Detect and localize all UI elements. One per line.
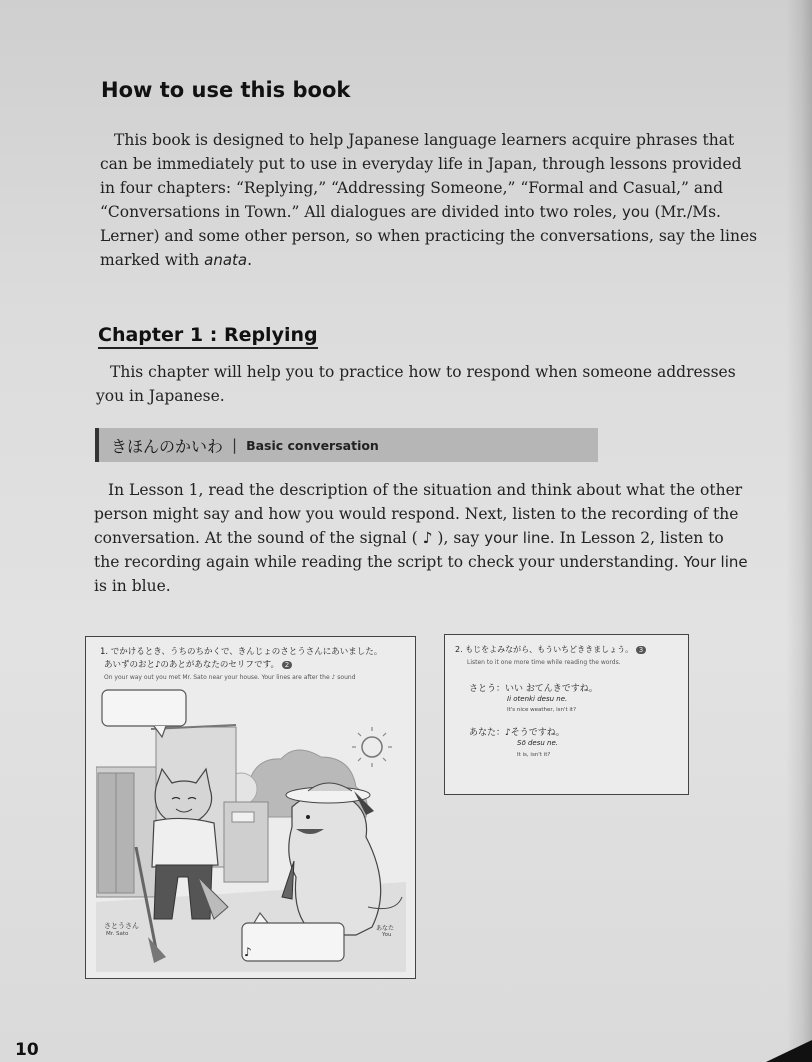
intro-line: in four chapters: “Replying,” “Addressing Someone,” “Formal and Casual,” and [100,179,723,197]
lesson1-illustration [96,687,406,972]
page-gutter-shadow [786,0,812,1062]
lesson1-figure [85,636,416,979]
chapter-intro-line: This chapter will help you to practice how to respond when someone addresses [110,363,736,381]
intro-line: Lerner) and some other person, so when practicing the conversations, say the lines [100,227,758,245]
chapter-label: Chapter 1 [98,324,204,346]
char2-en-label: You [382,932,392,938]
lesson-line: person might say and how you would respond. Next, listen to the recording of the [94,505,739,523]
script-line1-translation: It's nice weather, isn't it? [507,707,577,713]
your-line-highlight: Your line [683,553,748,571]
script-line1-romaji: Ii otenki desu ne. [507,695,568,703]
lesson-paragraph [94,478,774,598]
chapter-name: Replying [223,324,318,346]
chapter-intro [96,360,756,408]
page-number: 10 [15,1040,39,1060]
lesson2-script-box [444,634,689,795]
char1-jp-label: さとうさん [104,922,139,930]
track-number-badge: 3 [636,646,646,654]
intro-paragraph [100,128,760,272]
intro-text: . [247,251,253,269]
lesson-text: conversation. At the sound of the signal ( ♪ ), say [94,529,480,547]
section-separator: | [232,436,238,454]
lesson1-en-instruction: On your way out you met Mr. Sato near your house. Your lines are after the ♪ sound [104,674,356,681]
section-en-title: Basic conversation [246,437,379,453]
script-line2-translation: It is, isn't it? [517,752,551,758]
char2-jp-label: あなた [376,925,395,932]
role-you: you [621,203,650,221]
lesson1-jp-text: あいずのおと♪のあとがあなたのセリフです。 [104,660,280,670]
section-heading-bar [95,428,598,462]
chapter-heading [98,324,318,349]
intro-line [100,248,760,272]
script-line2-jp: あなた：♪そうですね。 [469,728,565,738]
lesson1-jp-instruction: 1. でかけるとき、うちのちかくで、きんじょのさとうさんにあいました。 [100,647,383,657]
lesson2-en-title: Listen to it one more time while reading the words. [467,659,621,666]
intro-text: marked with [100,251,200,269]
lesson-text: . In Lesson 2, listen to [549,529,724,547]
page-corner-shadow [766,1040,812,1062]
lesson-line: is in blue. [94,577,171,595]
lesson-line: In Lesson 1, read the description of the situation and think about what the other [108,481,743,499]
intro-text: “Conversations in Town.” All dialogues are divided into two roles, [100,203,618,221]
lesson2-jp-title [455,644,646,655]
lesson-line [94,550,774,574]
chapter-separator: : [209,324,218,346]
lesson2-jp-text: 2. もじをよみながら、もういちどききましょう。 [455,645,634,654]
intro-line: This book is designed to help Japanese language learners acquire phrases that [114,131,735,149]
char1-en-label: Mr. Sato [106,931,129,937]
lesson1-jp-instruction-2 [104,658,292,670]
intro-text: (Mr./Ms. [654,203,721,221]
music-note-icon: ♪ [244,945,252,959]
script-line2-romaji: Sō desu ne. [517,739,558,747]
intro-line: can be immediately put to use in everyday life in Japan, through lessons provided [100,155,742,173]
your-line-highlight: your line [484,529,550,547]
gate-post [224,802,268,882]
lesson-line [94,526,774,550]
script-line1-jp: さとう：いい おてんきですね。 [469,684,598,694]
track-number-badge: 2 [282,661,292,669]
role-anata: anata [204,251,248,269]
lesson-text: the recording again while reading the script to check your understanding. [94,553,679,571]
intro-line [100,200,760,224]
page-title: How to use this book [101,78,351,102]
chapter-intro-line: you in Japanese. [96,387,225,405]
section-jp-title: きほんのかいわ [111,436,224,456]
